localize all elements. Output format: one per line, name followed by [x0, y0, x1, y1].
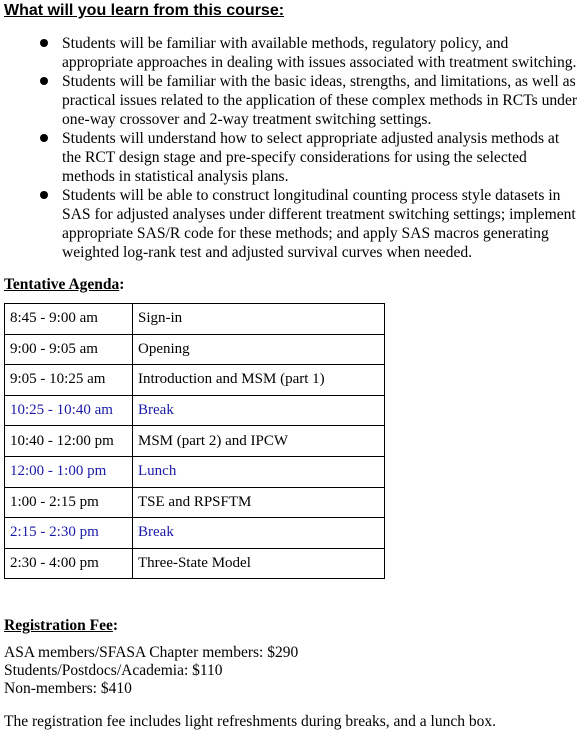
fee-list [4, 644, 298, 698]
agenda-time: 9:00 - 9:05 am [5, 334, 133, 365]
bullet-text: Students will be able to construct longitudinal counting process style datasets in SAS for adjusted analyses under different treatment switching settings; implement appropriate SAS/R code for these methods; and apply SAS macros generating weighted log-rank test and adjusted survival curves when needed. [62, 187, 576, 261]
agenda-time: 1:00 - 2:15 pm [5, 487, 133, 518]
learn-list [0, 34, 587, 262]
table-row-break [5, 395, 385, 426]
agenda-time: 12:00 - 1:00 pm [5, 456, 133, 487]
learn-heading: What will you learn from this course: [4, 2, 285, 19]
registration-heading-text: Registration Fee [4, 617, 113, 634]
bullet-icon [40, 134, 48, 142]
agenda-heading [4, 276, 124, 294]
agenda-activity: Three-State Model [133, 548, 385, 579]
table-row [5, 487, 385, 518]
list-item [0, 72, 587, 129]
agenda-activity: Break [133, 395, 385, 426]
fee-line: Students/Postdocs/Academia: $110 [4, 662, 223, 679]
agenda-heading-text: Tentative Agenda [4, 276, 120, 293]
list-item [0, 34, 587, 72]
agenda-time: 8:45 - 9:00 am [5, 304, 133, 335]
registration-note: The registration fee includes light refreshments during breaks, and a lunch box. [4, 713, 496, 730]
agenda-table [4, 303, 385, 579]
agenda-time: 10:40 - 12:00 pm [5, 426, 133, 457]
agenda-time: 9:05 - 10:25 am [5, 365, 133, 396]
fee-line: ASA members/SFASA Chapter members: $290 [4, 644, 299, 661]
agenda-time: 2:15 - 2:30 pm [5, 518, 133, 549]
bullet-text: Students will understand how to select appropriate adjusted analysis methods at the RCT design stage and pre-specify considerations for using the selected methods in statistical analysis plans. [62, 130, 560, 185]
table-row [5, 334, 385, 365]
agenda-activity: TSE and RPSFTM [133, 487, 385, 518]
list-item [0, 129, 587, 186]
agenda-time: 10:25 - 10:40 am [5, 395, 133, 426]
agenda-time: 2:30 - 4:00 pm [5, 548, 133, 579]
agenda-activity: Lunch [133, 456, 385, 487]
bullet-text: Students will be familiar with the basic ideas, strengths, and limitations, as well as practical issues related to the application of these complex methods in RCTs under one-way crossover and 2-way treatment switching settings. [62, 73, 578, 128]
table-row [5, 548, 385, 579]
registration-heading [4, 617, 118, 635]
registration-heading-colon: : [112, 617, 119, 634]
agenda-activity: MSM (part 2) and IPCW [133, 426, 385, 457]
table-row [5, 304, 385, 335]
bullet-text: Students will be familiar with available methods, regulatory policy, and appropriate approaches in dealing with issues associated with treatment switching. [62, 35, 577, 71]
bullet-icon [40, 39, 48, 47]
agenda-activity: Introduction and MSM (part 1) [133, 365, 385, 396]
fee-line: Non-members: $410 [4, 680, 132, 697]
bullet-icon [40, 191, 48, 199]
bullet-icon [40, 77, 48, 85]
table-row-break [5, 518, 385, 549]
table-row-break [5, 456, 385, 487]
agenda-activity: Sign-in [133, 304, 385, 335]
list-item [0, 186, 587, 262]
agenda-activity: Break [133, 518, 385, 549]
table-row [5, 365, 385, 396]
agenda-heading-colon: : [119, 276, 125, 293]
agenda-activity: Opening [133, 334, 385, 365]
table-row [5, 426, 385, 457]
